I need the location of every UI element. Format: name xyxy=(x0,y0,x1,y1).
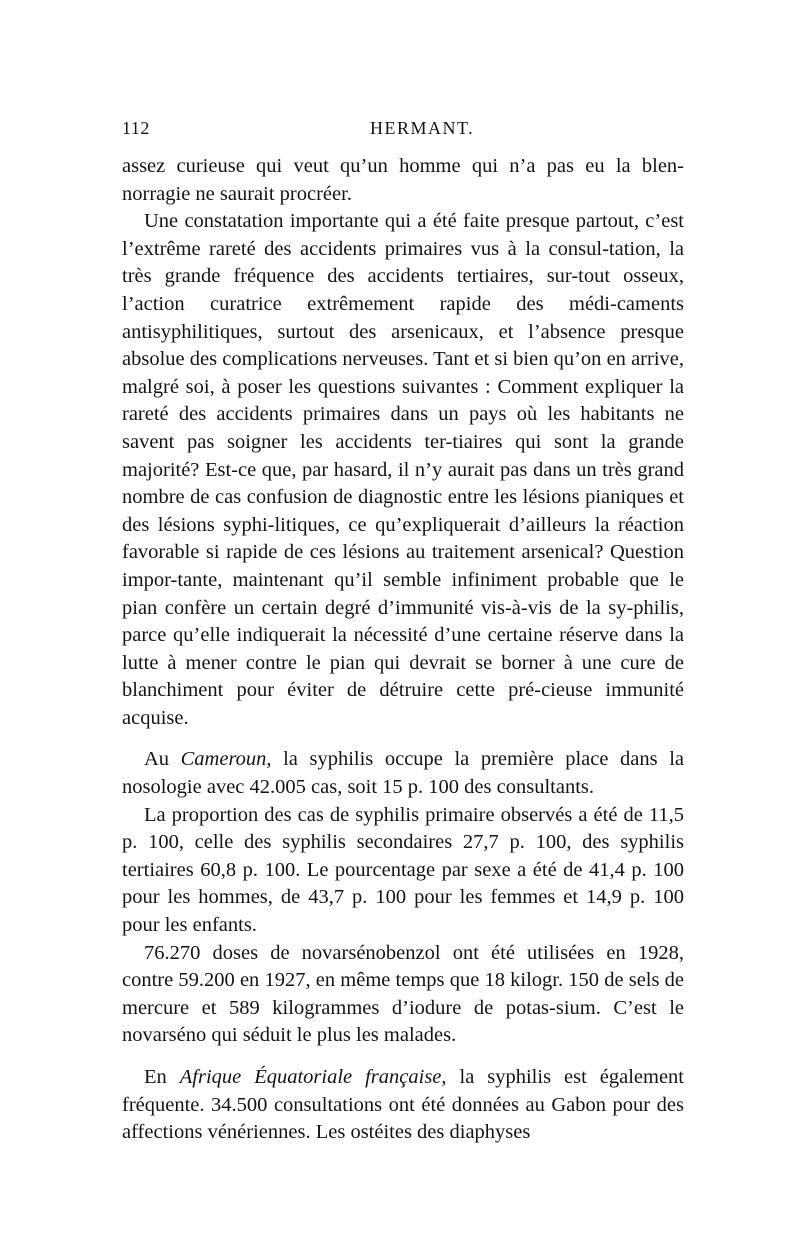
paragraph-afrique xyxy=(122,1064,684,1147)
running-head: HERMANT. xyxy=(370,118,475,138)
text-segment: , la syphilis occupe la première place dans la nosologie avec 42.005 cas, soit 15 p. 100 des consultants. xyxy=(122,748,684,799)
text-segment: Au xyxy=(144,748,181,771)
text-segment: 76.270 doses de novarsénobenzol ont été utilisées en 1928, contre 59.200 en 1927, en même temps que 18 kilogr. 150 de sels de mercure et 589 kilogrammes d’iodure de potas-sium. C’est le novarséno qui séduit le plus les malades. xyxy=(122,941,684,1047)
body-text xyxy=(122,153,684,1147)
page-header xyxy=(122,118,684,144)
text-segment: En xyxy=(144,1066,180,1088)
text-segment: , la syphilis est également fréquente. 34.500 consultations ont été données au Gabon pour des affections vénériennes. Les ostéites des diaphyses xyxy=(122,1066,684,1144)
paragraph-continuation xyxy=(122,153,684,208)
text-segment: La proportion des cas de syphilis primaire observés a été de 11,5 p. 100, celle des syphilis secondaires 27,7 p. 100, des syphilis tertiaires 60,8 p. 100. Le pourcentage par sexe a été de 41,4 p. 100 pour les hommes, de 43,7 p. 100 pour les femmes et 14,9 p. 100 pour les enfants. xyxy=(122,803,684,937)
place-name-italic: Cameroun xyxy=(180,748,267,771)
paragraph-cameroun xyxy=(122,746,684,801)
page-number: 112 xyxy=(122,118,150,138)
place-name-italic: Afrique Équatoriale française xyxy=(179,1066,442,1088)
text-segment: assez curieuse qui veut qu’un homme qui n’a pas eu la blen-norragie ne saurait procréer. xyxy=(122,155,684,205)
paragraph-constatation xyxy=(122,208,684,732)
paragraph-doses xyxy=(122,940,684,1050)
paragraph-proportion xyxy=(122,802,684,940)
text-segment: Une constatation importante qui a été faite presque partout, c’est l’extrême rareté des accidents primaires vus à la consul-tation, la très grande fréquence des accidents tertiaires, sur-tout osseux, l’action curatrice extrêmement rapide des médi-caments antisyphilitiques, surtout des arsenicaux, et l’absence presque absolue des complications nerveuses. Tant et si bien qu’on en arrive, malgré soi, à poser les questions suivantes : Comment expliquer la rareté des accidents primaires dans un pays où les habitants ne savent pas soigner les accidents ter-tiaires qui sont la grande majorité? Est-ce que, par hasard, il n’y aurait pas dans un très grand nombre de cas confusion de diagnostic entre les lésions pianiques et des lésions syphi-litiques, ce qu’expliquerait d’ailleurs la réaction favorable si rapide de ces lésions au traitement arsenical? Question impor-tante, maintenant qu’il semble infiniment probable que le pian confère un certain degré d’immunité vis-à-vis de la sy-philis, parce qu’elle indiquerait la nécessité d’une certaine réserve dans la lutte à mener contre le pian qui devrait se borner à une cure de blanchiment pour éviter de détruire cette pré-cieuse immunité acquise. xyxy=(122,210,684,729)
